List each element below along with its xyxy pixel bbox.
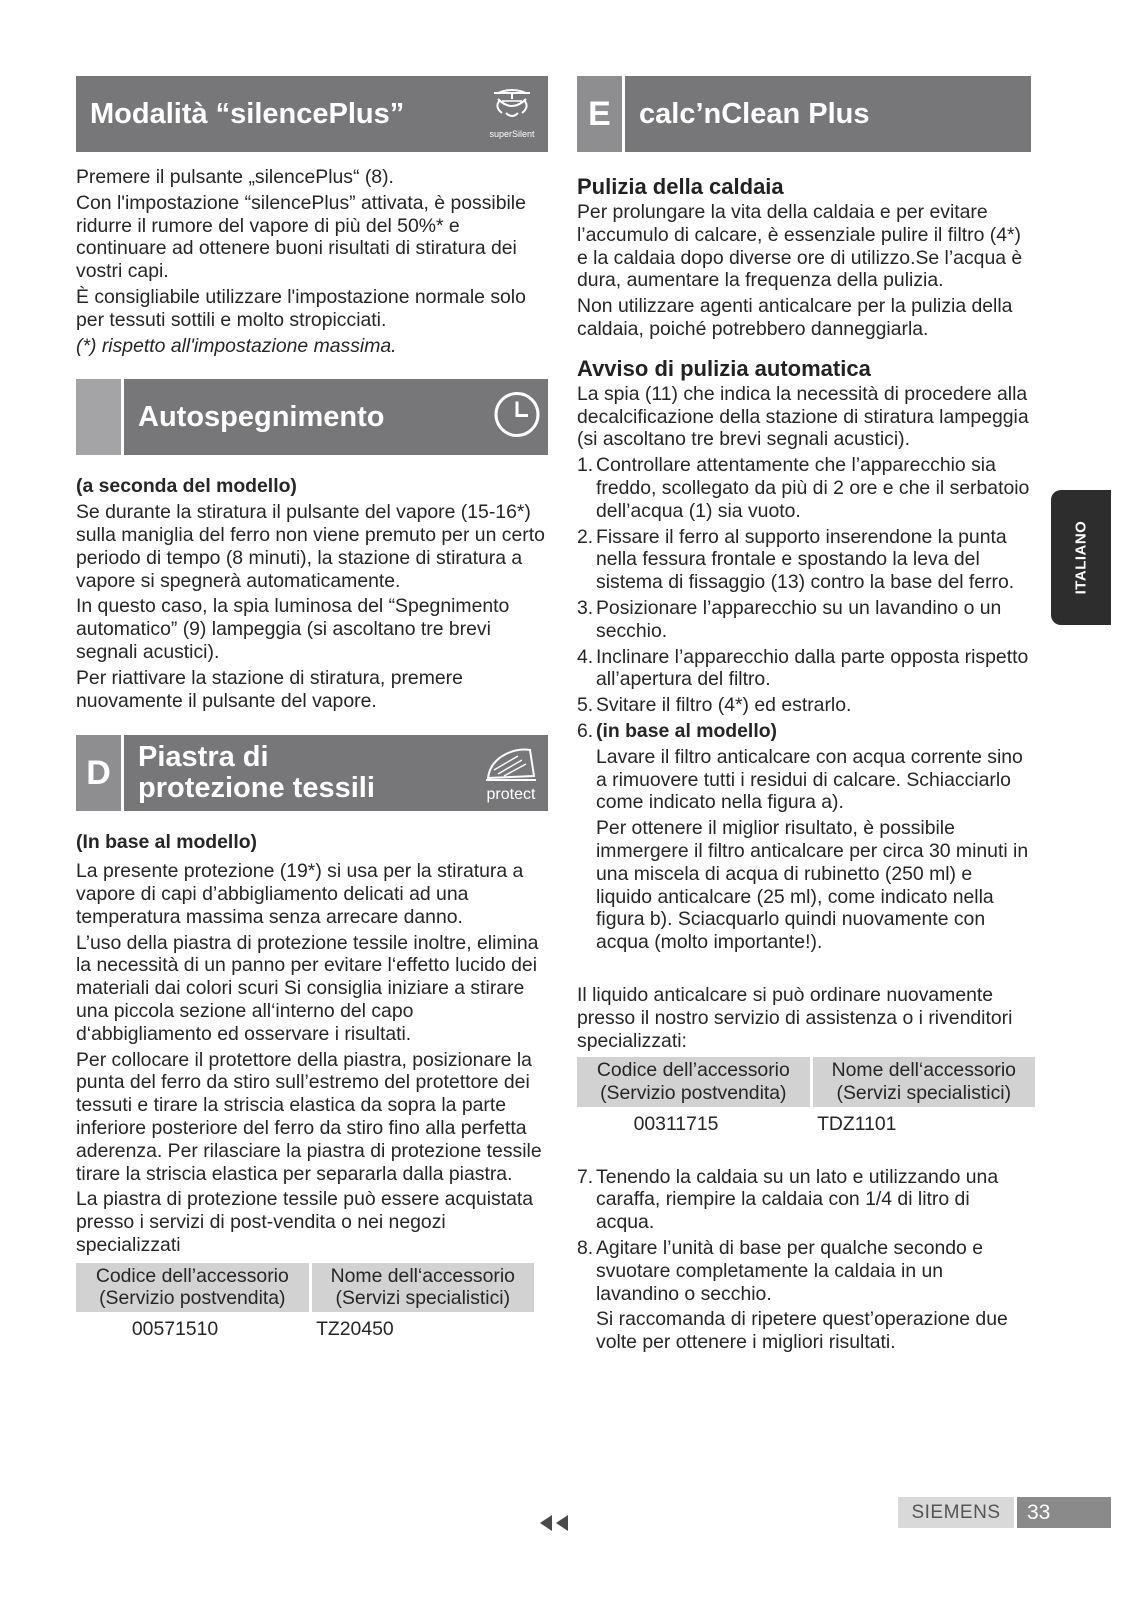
cleaning-steps-continued: [577, 1166, 1031, 1306]
avviso-intro: La spia (11) che indica la necessità di procedere alla decalcificazione della stazione di stiratura lampeggia (si ascoltano tre brevi segnali acustici).: [577, 382, 1029, 451]
supersilent-label: superSilent: [489, 129, 535, 139]
silenceplus-header: [76, 76, 548, 152]
table-header-code: Codice dell’accessorio (Servizio postvendita): [76, 1263, 310, 1313]
previous-page-icon[interactable]: [538, 1514, 570, 1532]
step6-paragraph: Per ottenere il miglior risultato, è possibile immergere il filtro anticalcare per circa 30 minuti in una miscela di acqua di rubinetto (250 ml) e liquido anticalcare (25 ml), come indicato nella figura b). Sciacquarlo quindi nuovamente con acqua (molto importante!).: [596, 817, 1029, 954]
table-header-name: Nome dell‘accessorio (Servizi specialistici): [811, 1057, 1035, 1107]
table-row: [76, 1312, 534, 1347]
calcnclean-header: [577, 76, 1031, 152]
cleaning-steps: [577, 454, 1031, 743]
silence-paragraph: È consigliabile utilizzare l'impostazione normale solo per tessuti sottili e molto stropicciati.: [76, 285, 526, 331]
autospegnimento-body: [76, 475, 548, 712]
piastra-paragraph: Per collocare il protettore della piastra, posizionare la punta del ferro da stiro sull’estremo del protettore dei tessuti e tirare la striscia elastica da sopra la parte inferiore posteriore del ferro da stiro fino alla perfetta aderenza. Per rilasciare la piastra di protezione tessile tirare la striscia elastica per separarla dalla piastra.: [76, 1048, 542, 1185]
piastra-accessory-table: [76, 1263, 534, 1347]
list-item: 3. Posizionare l’apparecchio su un lavandino o un secchio.: [577, 596, 1002, 642]
piastra-title-line2: protezione tessili: [138, 772, 375, 805]
step6-paragraph: Lavare il filtro anticalcare con acqua corrente sino a rimuovere tutti i residui di calcare. Schiacciarlo come indicato nella figura a).: [596, 745, 1023, 814]
right-column: [577, 76, 1031, 1357]
brand-label: SIEMENS: [898, 1497, 1014, 1528]
piastra-title: [138, 742, 375, 804]
table-header-name: Nome dell‘accessorio (Servizi specialistici): [310, 1263, 534, 1313]
auto-paragraph: Per riattivare la stazione di stiratura, premere nuovamente il pulsante del vapore.: [76, 666, 463, 712]
pulizia-paragraph: Per prolungare la vita della caldaia e per evitare l’accumulo di calcare, è essenziale pulire il filtro (4*) e la caldaia dopo diverse ore di utilizzo.Se l’acqua è dura, aumentare la frequenza della pulizia.: [577, 201, 1023, 292]
autospegnimento-header: [76, 379, 548, 455]
silenceplus-body: [76, 166, 548, 357]
piastra-body: [76, 831, 548, 1256]
piastra-header: [76, 735, 548, 811]
piastra-paragraph: La piastra di protezione tessile può essere acquistata presso i servizi di post-vendita o nei negozi specializzati: [76, 1188, 534, 1256]
avviso-pulizia-body: [577, 383, 1031, 1053]
language-tab: [1051, 490, 1111, 625]
table-header-code: Codice dell’accessorio (Servizio postvendita): [577, 1057, 811, 1107]
clock-icon: [492, 390, 542, 445]
silenceplus-title: Modalità “silencePlus”: [90, 97, 405, 130]
table-header-row: [76, 1263, 534, 1313]
section-letter-e: E: [577, 76, 625, 152]
list-item: 7. Tenendo la caldaia su un lato e utilizzando una caraffa, riempire la caldaia con 1/4 di litro di acqua.: [577, 1165, 999, 1234]
silence-paragraph: Premere il pulsante „silencePlus“ (8).: [76, 166, 394, 188]
pulizia-caldaia-heading: Pulizia della caldaia: [577, 174, 784, 199]
pulizia-paragraph: Non utilizzare agenti anticalcare per la pulizia della caldaia, poiché potrebbero danneggiarla.: [577, 295, 1013, 340]
piastra-paragraph: L’uso della piastra di protezione tessile inoltre, elimina la necessità di un panno per evitare l‘effetto lucido dei materiali dai colori scuri Si consiglia iniziare a stirare una piccola sezione all‘interno del capo d‘abbigliamento ed osservare i risultati.: [76, 931, 539, 1045]
list-item: 1. Controllare attentamente che l’apparecchio sia freddo, scollegato da più di 2 ore e che il serbatoio dell’acqua (1) sia vuoto.: [577, 454, 1030, 522]
accessory-name: TZ20450: [316, 1318, 394, 1341]
table-header-row: [577, 1057, 1035, 1107]
calcnclean-title: calc’nClean Plus: [639, 97, 870, 130]
accessory-name: TDZ1101: [817, 1112, 897, 1135]
piastra-model-note: (In base al modello): [76, 831, 258, 854]
auto-model-note: (a seconda del modello): [76, 475, 297, 498]
list-item: 4. Inclinare l’apparecchio dalla parte opposta rispetto all’apertura del filtro.: [577, 645, 1029, 691]
page-number: 33: [1017, 1497, 1111, 1528]
autospegnimento-title: Autospegnimento: [138, 400, 385, 433]
avviso-pulizia-heading: Avviso di pulizia automatica: [577, 355, 871, 381]
accessory-code: 00311715: [633, 1112, 719, 1135]
pulizia-caldaia-body: [577, 201, 1031, 341]
auto-paragraph: Se durante la stiratura il pulsante del vapore (15-16*) sulla maniglia del ferro non viene premuto per un certo periodo di tempo (8 minuti), la stazione di stiratura a vapore si spegnerà automaticamente.: [76, 501, 545, 592]
calc-final-steps: [577, 1166, 1031, 1354]
piastra-paragraph: La presente protezione (19*) si usa per la stiratura a vapore di capi d’abbigliamento delicati ad una temperatura massima senza arrecare danno.: [76, 860, 524, 928]
order-text: Il liquido anticalcare si può ordinare nuovamente presso il nostro servizio di assistenza o i rivenditori specializzati:: [577, 983, 1013, 1052]
left-column: [76, 76, 548, 1347]
list-item: 2. Fissare il ferro al supporto inserendone la punta nella fessura frontale e spostando la leva del sistema di fissaggio (13) contro la base del ferro.: [577, 525, 1015, 594]
calc-accessory-table: [577, 1057, 1035, 1141]
auto-paragraph: In questo caso, la spia luminosa del “Spegnimento automatico” (9) lampeggia (si ascoltano tre brevi segnali acustici).: [76, 595, 510, 663]
supersilent-icon: [484, 83, 540, 145]
accessory-code: 00571510: [131, 1318, 219, 1341]
section-marker: [76, 379, 124, 455]
list-item: 6. (in base al modello): [577, 719, 778, 742]
language-tab-label: ITALIANO: [1072, 520, 1090, 595]
section-letter-d: D: [76, 735, 124, 811]
list-item: 5. Svitare il filtro (4*) ed estrarlo.: [577, 694, 852, 717]
list-item: 8. Agitare l’unità di base per qualche secondo e svuotare completamente la caldaia in un lavandino o secchio.: [577, 1237, 983, 1305]
piastra-title-line1: Piastra di: [138, 741, 269, 774]
silence-footnote: (*) rispetto all'impostazione massima.: [76, 334, 397, 357]
protect-label: protect: [486, 786, 536, 804]
table-row: [577, 1107, 1035, 1142]
iron-protect-icon: [478, 740, 544, 806]
final-note: Si raccomanda di ripetere quest’operazione due volte per ottenere i migliori risultati.: [596, 1308, 1008, 1354]
silence-paragraph: Con l'impostazione “silencePlus” attivata, è possibile ridurre il rumore del vapore di più del 50%* e continuare ad ottenere buoni risultati di stiratura dei vostri capi.: [76, 191, 526, 283]
